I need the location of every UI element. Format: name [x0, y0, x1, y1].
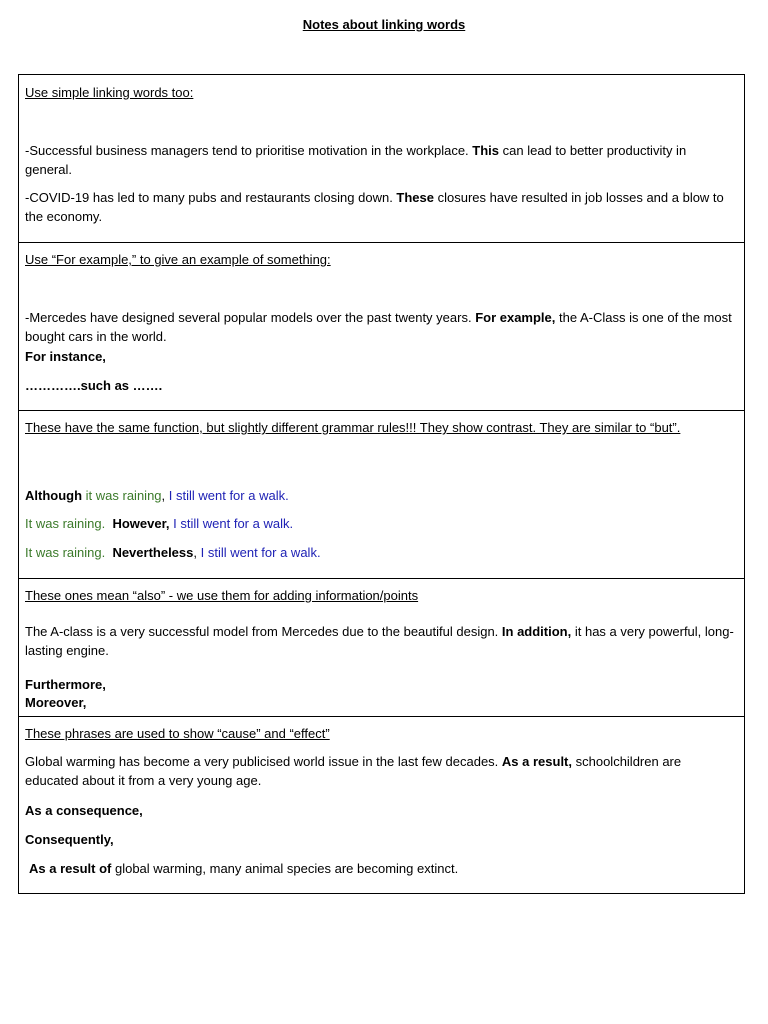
section-heading: These have the same function, but slightly different grammar rules!!! They show contrast. They are similar to “but”. [25, 420, 681, 435]
linking-word: For example, [475, 310, 556, 325]
text-run: it has a very powerful, long-lasting engine. [25, 624, 734, 658]
text-run: -Successful business managers tend to prioritise motivation in the workplace. [25, 143, 473, 158]
contrast-example [25, 543, 736, 562]
linking-word: However, [112, 516, 170, 531]
clause-blue: I still went for a walk. [173, 516, 294, 531]
example-paragraph [25, 622, 736, 660]
alternative-phrase: Moreover, [25, 695, 87, 710]
linking-word: As a result, [501, 754, 572, 769]
linking-word: As a result of [29, 861, 112, 876]
linking-word: Although [25, 488, 83, 503]
clause-green: it was raining [82, 488, 162, 503]
example-paragraph [29, 859, 736, 878]
clause-blue: I still went for a walk. [200, 545, 321, 560]
linking-word: These [396, 190, 434, 205]
clause-blue: I still went for a walk. [168, 488, 289, 503]
section-heading: These ones mean “also” - we use them for adding information/points [25, 588, 419, 603]
clause-green: It was raining. [25, 545, 106, 560]
clause-green: It was raining. [25, 516, 106, 531]
linking-word: Nevertheless [112, 545, 194, 560]
section-contrast [18, 410, 745, 579]
example-paragraph [25, 141, 736, 179]
text-run: the A-Class is one of the most bought cars in the world. [25, 310, 732, 344]
page-title: Notes about linking words [302, 17, 466, 32]
text-run: , [193, 545, 201, 560]
section-simple-linking [18, 74, 745, 243]
section-addition [18, 578, 745, 717]
text-run: Global warming has become a very publicised world issue in the last few decades. [25, 754, 502, 769]
text-run: , [161, 488, 169, 503]
alternative-phrase: As a consequence, [25, 803, 143, 818]
section-heading: These phrases are used to show “cause” and “effect” [25, 726, 330, 741]
alternative-phrase: ………….such as ……. [25, 378, 163, 393]
section-heading: Use “For example,” to give an example of something: [25, 252, 331, 267]
contrast-example [25, 486, 736, 505]
text-run: -Mercedes have designed several popular models over the past twenty years. [25, 310, 476, 325]
alternative-phrase: Consequently, [25, 832, 114, 847]
text-run: schoolchildren are educated about it from a very young age. [25, 754, 682, 788]
alternative-phrase: For instance, [25, 349, 106, 364]
text-run: The A-class is a very successful model from Mercedes due to the beautiful design. [25, 624, 502, 639]
contrast-example [25, 514, 736, 533]
section-cause-effect [18, 716, 745, 894]
example-paragraph [25, 308, 736, 346]
example-paragraph [25, 188, 736, 226]
section-for-example [18, 242, 745, 411]
text-run: closures have resulted in job losses and a blow to the economy. [25, 190, 724, 224]
linking-word: In addition, [501, 624, 572, 639]
text-run: can lead to better productivity in general. [25, 143, 687, 177]
text-run: global warming, many animal species are becoming extinct. [111, 861, 459, 876]
alternative-phrase: Furthermore, [25, 677, 106, 692]
section-heading: Use simple linking words too: [25, 85, 194, 100]
linking-word: This [472, 143, 500, 158]
example-paragraph [25, 752, 736, 790]
text-run: -COVID-19 has led to many pubs and restaurants closing down. [25, 190, 397, 205]
